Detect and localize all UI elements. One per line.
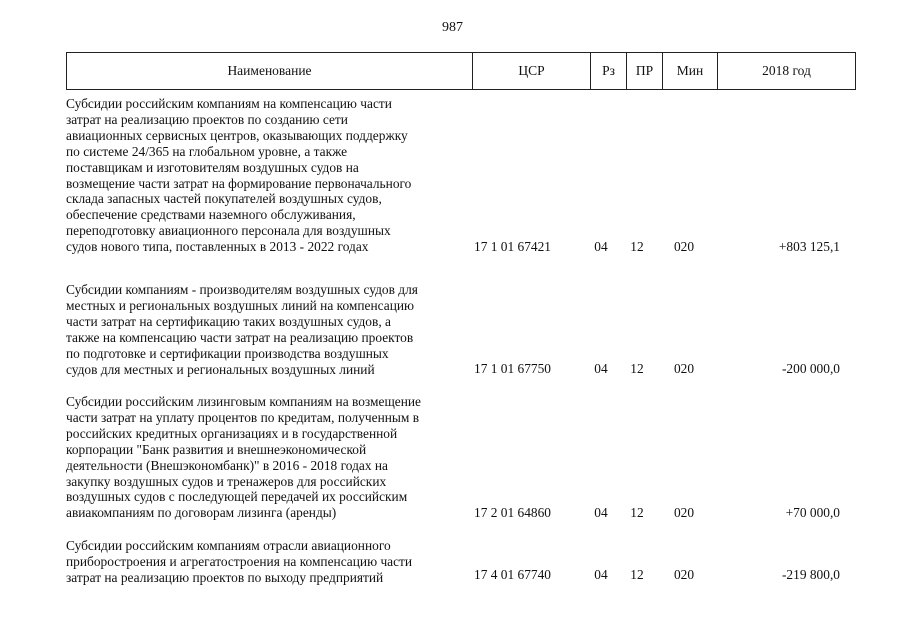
name-line: поставщикам и изготовителям воздушных судов на <box>66 159 359 175</box>
row-amount: +70 000,0 <box>785 505 840 520</box>
header-min: Мин <box>663 53 718 89</box>
name-line: авиационных сервисных центров, оказывающих поддержку <box>66 127 408 143</box>
name-line: Субсидии российским компаниям на компенсацию части <box>66 96 392 111</box>
page-number: 987 <box>442 20 463 35</box>
row-rz: 04 <box>594 567 608 582</box>
name-line: Субсидии российским компаниям отрасли авиационного <box>66 538 391 553</box>
name-line: закупку воздушных судов и тренажеров для российских <box>66 473 387 489</box>
name-line: авиакомпаниям по договорам лизинга (аренды) <box>66 505 337 521</box>
name-line: затрат на реализацию проектов по созданию сети <box>66 111 348 127</box>
row-csr: 17 2 01 64860 <box>474 505 551 520</box>
row-name <box>66 282 470 377</box>
row-pr: 12 <box>630 505 644 520</box>
header-name: Наименование <box>67 53 473 89</box>
row-pr: 12 <box>630 361 644 376</box>
row-amount: -219 800,0 <box>781 567 840 582</box>
name-line: российских кредитных организациях и в государственной <box>66 425 398 441</box>
row-pr: 12 <box>630 239 644 254</box>
name-line: затрат на реализацию проектов по выходу предприятий <box>66 569 384 585</box>
name-line: склада запасных частей покупателей воздушных судов, <box>66 191 382 207</box>
row-amount: -200 000,0 <box>781 361 840 376</box>
name-line: части затрат на сертификацию таких воздушных судов, а <box>66 313 391 329</box>
name-line: Субсидии компаниям - производителям воздушных судов для <box>66 282 418 297</box>
row-csr: 17 4 01 67740 <box>474 567 551 582</box>
name-line: судов нового типа, поставленных в 2013 - 2022 годах <box>66 239 369 255</box>
row-rz: 04 <box>594 239 608 254</box>
row-csr: 17 1 01 67750 <box>474 361 551 376</box>
row-rz: 04 <box>594 505 608 520</box>
row-min: 020 <box>673 567 695 582</box>
name-line: по подготовке и сертификации производства воздушных <box>66 345 389 361</box>
row-min: 020 <box>673 361 695 376</box>
header-year: 2018 год <box>762 63 811 78</box>
name-line: также на компенсацию части затрат на реализацию проектов <box>66 329 414 345</box>
header-pr: ПР <box>627 53 663 89</box>
header-rz: Рз <box>591 53 627 89</box>
row-rz: 04 <box>594 361 608 376</box>
header-csr: ЦСР <box>473 53 591 89</box>
name-line: обеспечение средствами наземного обслуживания, <box>66 207 356 223</box>
name-line: части затрат на уплату процентов по кредитам, полученным в <box>66 409 420 425</box>
name-line: Субсидии российским лизинговым компаниям на возмещение <box>66 394 421 409</box>
name-line: судов для местных и региональных воздушных линий <box>66 361 375 377</box>
name-line: по системе 24/365 на глобальном уровне, а также <box>66 143 348 159</box>
row-amount: +803 125,1 <box>778 239 840 254</box>
name-line: приборостроения и агрегатостроения на компенсацию части <box>66 553 413 569</box>
row-pr: 12 <box>630 567 644 582</box>
row-min: 020 <box>673 505 695 520</box>
name-line: корпорации "Банк развития и внешнеэкономической <box>66 441 367 457</box>
row-name <box>66 394 470 521</box>
name-line: возмещение части затрат на формирование первоначального <box>66 175 412 191</box>
table-header <box>66 52 856 90</box>
name-line: воздушных судов с последующей передачей их российским <box>66 489 408 505</box>
row-name <box>66 96 470 255</box>
row-csr: 17 1 01 67421 <box>474 239 551 254</box>
name-line: местных и региональных воздушных линий на компенсацию <box>66 297 415 313</box>
name-line: деятельности (Внешэкономбанк)" в 2016 - 2018 годах на <box>66 457 388 473</box>
row-name <box>66 538 470 586</box>
name-line: переподготовку авиационного персонала для воздушных <box>66 223 391 239</box>
row-min: 020 <box>673 239 695 254</box>
